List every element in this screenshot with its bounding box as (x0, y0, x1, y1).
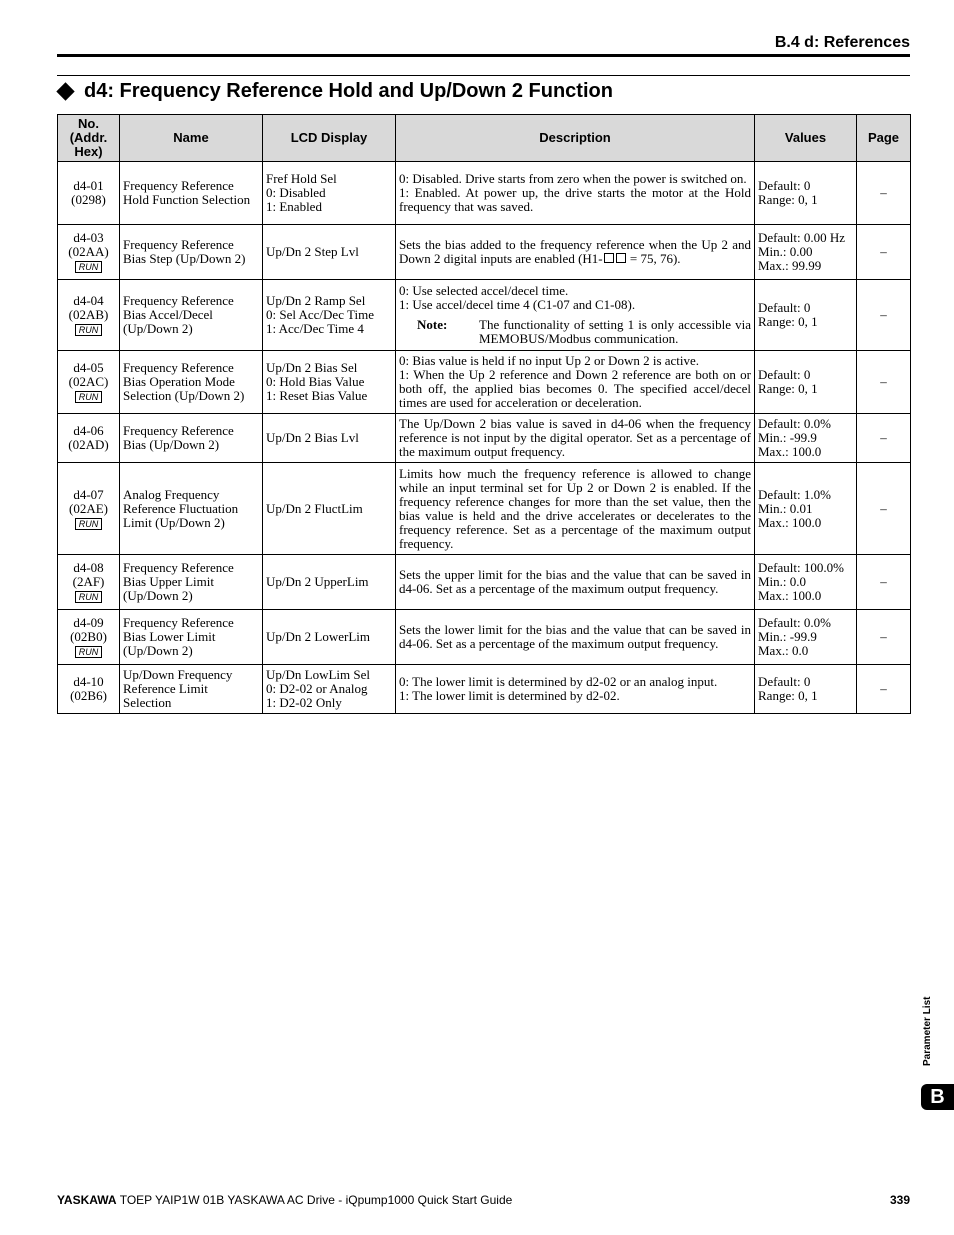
param-address: (02AB) (68, 307, 109, 322)
col-header-values: Values (755, 115, 857, 162)
param-number-cell (58, 280, 120, 351)
param-address: (02AC) (68, 374, 109, 389)
table-row (58, 225, 911, 280)
param-name: Frequency Reference Bias Operation Mode Selection (Up/Down 2) (120, 351, 263, 414)
param-number: d4-04 (73, 293, 104, 308)
param-name: Frequency Reference Bias Step (Up/Down 2) (120, 225, 263, 280)
value-line: Max.: 100.0 (758, 514, 822, 530)
table-row (58, 665, 911, 714)
lcd-line: Up/Dn 2 UpperLim (266, 574, 369, 589)
value-line: Min.: -99.9 (758, 629, 817, 644)
lcd-line: 1: Reset Bias Value (266, 388, 368, 403)
lcd-line: Up/Dn 2 Bias Lvl (266, 430, 359, 445)
lcd-display-cell (263, 665, 396, 714)
description-line: 1: When the Up 2 reference and Down 2 reference are both on or both off, the applied bias becomes 0. The specified accel/decel times are used for acceleration or deceleration. (399, 367, 751, 410)
note-text: The functionality of setting 1 is only accessible via MEMOBUS/Modbus communication. (479, 317, 751, 346)
lcd-display-cell (263, 351, 396, 414)
table-row (58, 162, 911, 225)
lcd-display-cell (263, 463, 396, 555)
description-text-before: Sets the bias added to the frequency reference when the Up 2 and Down 2 digital inputs are enabled (H1- (399, 237, 751, 266)
param-number: d4-09 (73, 615, 104, 630)
param-name: Frequency Reference Bias (Up/Down 2) (120, 414, 263, 463)
page-footer (57, 1193, 910, 1207)
values-cell (755, 665, 857, 714)
placeholder-box-icon (604, 253, 614, 263)
value-line: Default: 0 (758, 178, 811, 193)
table-row (58, 463, 911, 555)
param-address: (02B6) (70, 688, 107, 703)
footer-doc (57, 1193, 512, 1207)
value-line: Max.: 0.0 (758, 643, 809, 658)
param-number-cell (58, 414, 120, 463)
param-number-cell (58, 463, 120, 555)
page-ref: – (857, 555, 911, 610)
param-number: d4-07 (73, 486, 104, 502)
param-address: (02B0) (70, 629, 107, 644)
values-cell (755, 162, 857, 225)
description-cell (396, 463, 755, 555)
value-line: Range: 0, 1 (758, 688, 818, 703)
lcd-line: Up/Dn 2 Ramp Sel (266, 293, 366, 308)
footer-brand: YASKAWA (57, 1193, 117, 1207)
note-block (417, 318, 751, 346)
description-cell (396, 225, 755, 280)
run-badge: RUN (75, 518, 103, 530)
lcd-display-cell (263, 414, 396, 463)
side-tab-label: Parameter List (922, 996, 933, 1066)
lcd-line: 1: Acc/Dec Time 4 (266, 321, 364, 336)
param-number-cell (58, 610, 120, 665)
page-number: 339 (889, 1193, 910, 1207)
section-header: B.4 d: References (774, 34, 910, 51)
value-line: Default: 0.00 Hz (758, 230, 846, 245)
param-number: d4-08 (73, 560, 104, 575)
param-number: d4-01 (73, 178, 104, 193)
value-line: Default: 0.0% (758, 416, 831, 431)
col-header-no: No. (Addr. Hex) (58, 115, 120, 162)
description-line (399, 238, 751, 266)
values-cell (755, 463, 857, 555)
value-line: Min.: 0.01 (758, 500, 813, 516)
value-line: Default: 0 (758, 300, 811, 315)
col-header-page: Page (857, 115, 911, 162)
lcd-line: Up/Dn LowLim Sel (266, 667, 370, 682)
param-number-cell (58, 225, 120, 280)
page-ref: – (857, 463, 911, 555)
table-header-row (58, 115, 911, 162)
param-number: d4-03 (73, 230, 104, 245)
value-line: Min.: 0.00 (758, 244, 813, 259)
value-line: Range: 0, 1 (758, 192, 818, 207)
description-line: The Up/Down 2 bias value is saved in d4-06 when the frequency reference is not input by the digital operator. Set as a percentage of the maximum output frequency. (399, 416, 751, 459)
description-cell (396, 555, 755, 610)
value-line: Default: 0.0% (758, 615, 831, 630)
description-cell (396, 610, 755, 665)
page-ref: – (857, 665, 911, 714)
placeholder-box-icon (616, 253, 626, 263)
section-title-text: d4: Frequency Reference Hold and Up/Down 2 Function (84, 80, 613, 102)
description-cell (396, 280, 755, 351)
page-ref: – (857, 414, 911, 463)
value-line: Max.: 100.0 (758, 444, 822, 459)
run-badge: RUN (75, 591, 103, 603)
lcd-line: 1: Enabled (266, 199, 322, 214)
table-row (58, 414, 911, 463)
description-line: 1: The lower limit is determined by d2-02. (399, 688, 620, 703)
description-line: 0: Bias value is held if no input Up 2 or Down 2 is active. (399, 353, 700, 368)
footer-doc-title: TOEP YAIP1W 01B YASKAWA AC Drive - iQpump1000 Quick Start Guide (119, 1193, 513, 1207)
param-number-cell (58, 162, 120, 225)
run-badge: RUN (75, 646, 103, 658)
page-ref: – (857, 610, 911, 665)
description-cell (396, 414, 755, 463)
col-header-description: Description (396, 115, 755, 162)
lcd-display-cell (263, 225, 396, 280)
description-line: 0: Disabled. Drive starts from zero when the power is switched on. (399, 171, 747, 186)
param-number: d4-06 (73, 423, 104, 438)
description-cell (396, 665, 755, 714)
page-ref: – (857, 280, 911, 351)
header-rule-thin (57, 75, 910, 76)
lcd-line: Up/Dn 2 Step Lvl (266, 244, 359, 259)
lcd-line: Fref Hold Sel (266, 171, 337, 186)
lcd-display-cell (263, 555, 396, 610)
param-name: Frequency Reference Hold Function Selection (120, 162, 263, 225)
param-address: (0298) (71, 192, 106, 207)
values-cell (755, 610, 857, 665)
lcd-line: 0: Sel Acc/Dec Time (266, 307, 374, 322)
run-badge: RUN (75, 261, 103, 273)
value-line: Default: 0 (758, 367, 811, 382)
description-cell (396, 162, 755, 225)
lcd-display-cell (263, 280, 396, 351)
value-line: Range: 0, 1 (758, 314, 818, 329)
table-row (58, 610, 911, 665)
value-line: Min.: 0.0 (758, 574, 807, 589)
col-header-lcd: LCD Display (263, 115, 396, 162)
description-line: Limits how much the frequency reference is allowed to change while an input terminal set for Up 2 or Down 2 is enabled. If the frequency reference changes for more than the set value, then the bias value is held and the drive accelerates or decelerates to the frequency reference. Set as a percentage of the maximum output frequency. (399, 465, 751, 551)
values-cell (755, 225, 857, 280)
description-line: Sets the lower limit for the bias and the value that can be saved in d4-06. Set as a percentage of the maximum output frequency. (399, 622, 751, 651)
value-line: Min.: -99.9 (758, 430, 817, 445)
param-name: Frequency Reference Bias Accel/Decel (Up/Down 2) (120, 280, 263, 351)
param-name: Frequency Reference Bias Upper Limit (Up/Down 2) (120, 555, 263, 610)
table-row (58, 555, 911, 610)
lcd-line: 1: D2-02 Only (266, 695, 342, 710)
description-cell (396, 351, 755, 414)
description-line: 0: The lower limit is determined by d2-02 or an analog input. (399, 674, 718, 689)
value-line: Default: 100.0% (758, 560, 844, 575)
value-line: Default: 0 (758, 674, 811, 689)
values-cell (755, 351, 857, 414)
table-body (58, 162, 911, 714)
param-address: (02AA) (68, 244, 109, 259)
param-number-cell (58, 351, 120, 414)
note-label: Note: (417, 317, 448, 332)
values-cell (755, 555, 857, 610)
side-tab-letter: B (921, 1084, 954, 1110)
description-text-after: = 75, 76). (626, 251, 681, 266)
param-number: d4-05 (73, 360, 104, 375)
run-badge: RUN (75, 324, 103, 336)
lcd-display-cell (263, 162, 396, 225)
lcd-display-cell (263, 610, 396, 665)
description-line: 1: Enabled. At power up, the drive starts the motor at the Hold frequency that was saved. (399, 185, 751, 214)
table-row (58, 280, 911, 351)
value-line: Range: 0, 1 (758, 381, 818, 396)
table-row (58, 351, 911, 414)
param-address: (2AF) (72, 574, 105, 589)
lcd-line: Up/Dn 2 Bias Sel (266, 360, 358, 375)
diamond-bullet-icon (56, 82, 74, 100)
values-cell (755, 414, 857, 463)
lcd-line: 0: D2-02 or Analog (266, 681, 368, 696)
param-address: (02AE) (69, 500, 108, 516)
parameter-table (57, 114, 911, 714)
param-address: (02AD) (68, 437, 109, 452)
run-badge: RUN (75, 391, 103, 403)
value-line: Max.: 100.0 (758, 588, 822, 603)
param-name: Up/Down Frequency Reference Limit Selection (120, 665, 263, 714)
lcd-line: 0: Disabled (266, 185, 326, 200)
param-number: d4-10 (73, 674, 104, 689)
value-line: Default: 1.0% (758, 486, 831, 502)
header-rule-thick (57, 54, 910, 57)
lcd-line: 0: Hold Bias Value (266, 374, 365, 389)
section-title (56, 80, 613, 103)
col-header-name: Name (120, 115, 263, 162)
value-line: Max.: 99.99 (758, 258, 822, 273)
description-line: 1: Use accel/decel time 4 (C1-07 and C1-08). (399, 297, 636, 312)
description-line: 0: Use selected accel/decel time. (399, 283, 569, 298)
page-ref: – (857, 162, 911, 225)
lcd-line: Up/Dn 2 FluctLim (266, 500, 363, 516)
page-ref: – (857, 225, 911, 280)
description-line: Sets the upper limit for the bias and the value that can be saved in d4-06. Set as a percentage of the maximum output frequency. (399, 567, 751, 596)
param-name: Analog Frequency Reference Fluctuation Limit (Up/Down 2) (120, 463, 263, 555)
param-number-cell (58, 665, 120, 714)
param-number-cell (58, 555, 120, 610)
values-cell (755, 280, 857, 351)
page-ref: – (857, 351, 911, 414)
param-name: Frequency Reference Bias Lower Limit (Up/Down 2) (120, 610, 263, 665)
lcd-line: Up/Dn 2 LowerLim (266, 629, 370, 644)
